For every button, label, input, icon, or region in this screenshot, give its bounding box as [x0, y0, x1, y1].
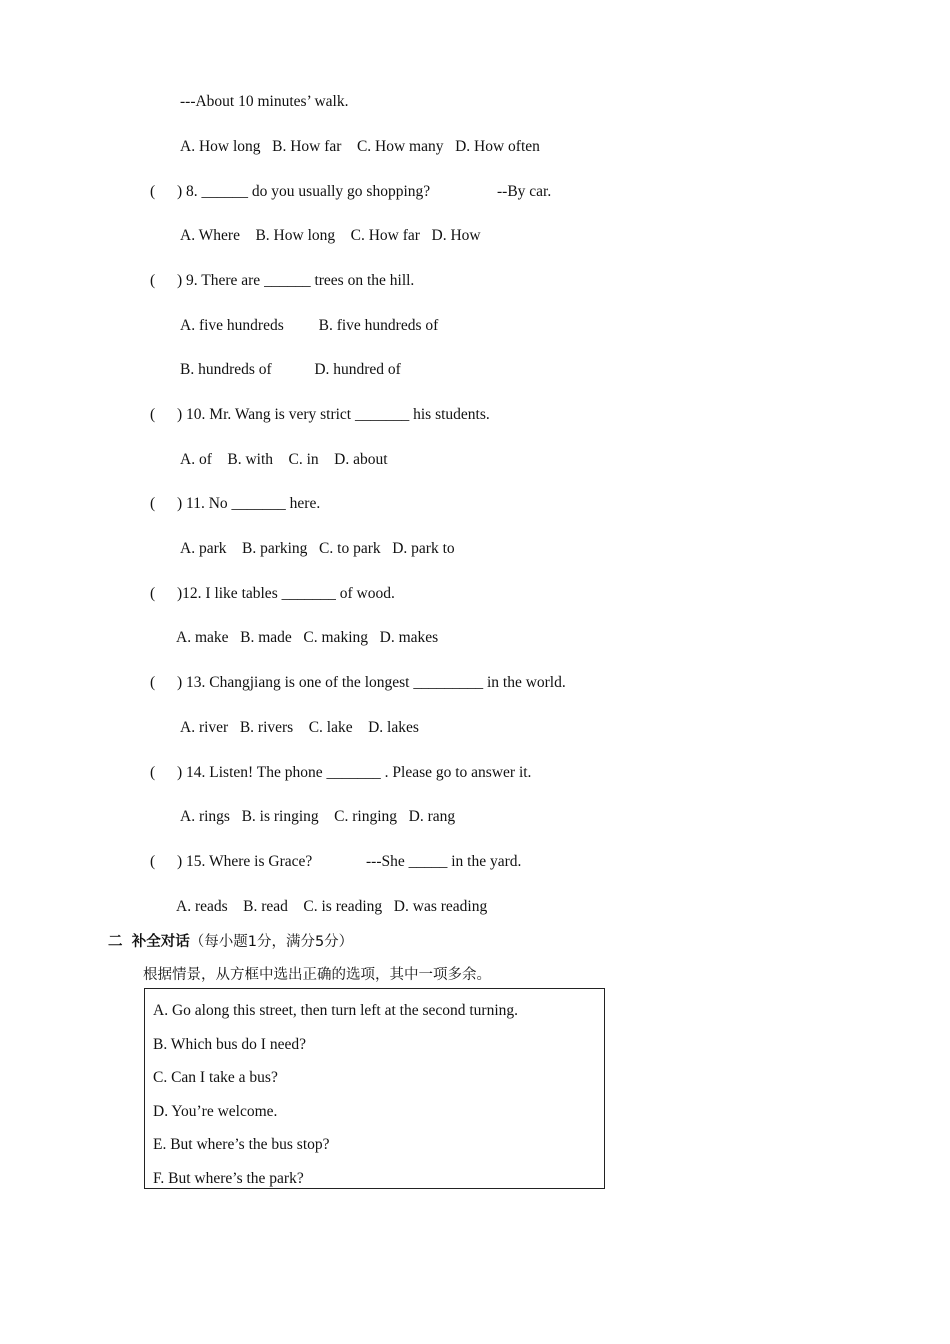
box-option-e: E. But where’s the bus stop?: [153, 1136, 330, 1153]
q8-options: A. Where B. How long C. How far D. How: [180, 227, 481, 244]
q15-stem: ) 15. Where is Grace?: [177, 853, 313, 870]
q13-options: A. river B. rivers C. lake D. lakes: [180, 719, 419, 736]
q7-options: A. How long B. How far C. How many D. How often: [180, 138, 540, 155]
q12-options: A. make B. made C. making D. makes: [176, 629, 439, 646]
options-box: [144, 988, 605, 1189]
q14-answer-paren: (: [150, 764, 156, 781]
q11-stem: ) 11. No _______ here.: [177, 495, 321, 512]
q10-stem: ) 10. Mr. Wang is very strict _______ his students.: [177, 406, 490, 423]
box-option-f: F. But where’s the park?: [153, 1170, 304, 1187]
q8-stem: ) 8. ______ do you usually go shopping?: [177, 183, 431, 200]
q15-answer-paren: (: [150, 853, 156, 870]
q15-answer: ---She _____ in the yard.: [366, 853, 522, 870]
q9-options-line1: A. five hundreds B. five hundreds of: [180, 317, 439, 334]
q15-options: A. reads B. read C. is reading D. was reading: [176, 898, 488, 915]
q11-answer-paren: (: [150, 495, 156, 512]
box-option-a: A. Go along this street, then turn left at the second turning.: [153, 1002, 519, 1019]
section-score-note: （每小题1分，满分5分）: [189, 934, 354, 950]
q12-stem: )12. I like tables _______ of wood.: [177, 585, 395, 602]
q8-answer-paren: (: [150, 183, 156, 200]
box-option-d: D. You’re welcome.: [153, 1103, 278, 1120]
q14-stem: ) 14. Listen! The phone _______ . Please go to answer it.: [177, 764, 532, 781]
q9-options-line2: B. hundreds of D. hundred of: [180, 361, 401, 378]
box-option-c: C. Can I take a bus?: [153, 1069, 278, 1086]
q11-options: A. park B. parking C. to park D. park to: [180, 540, 455, 557]
q9-answer-paren: (: [150, 272, 156, 289]
q10-answer-paren: (: [150, 406, 156, 423]
section-instruction: 根据情景，从方框中选出正确的选项，其中一项多余。: [143, 967, 491, 983]
q8-answer: --By car.: [497, 183, 552, 200]
q13-stem: ) 13. Changjiang is one of the longest _________ in the world.: [177, 674, 566, 691]
section-heading: [108, 932, 353, 952]
section-name: 补全对话: [131, 934, 190, 950]
q13-answer-paren: (: [150, 674, 156, 691]
q10-options: A. of B. with C. in D. about: [180, 451, 388, 468]
q14-options: A. rings B. is ringing C. ringing D. rang: [180, 808, 456, 825]
q7-answer: ---About 10 minutes’ walk.: [180, 93, 349, 110]
box-option-b: B. Which bus do I need?: [153, 1036, 306, 1053]
q12-answer-paren: (: [150, 585, 156, 602]
section-number: 二: [108, 934, 123, 950]
q9-stem: ) 9. There are ______ trees on the hill.: [177, 272, 415, 289]
